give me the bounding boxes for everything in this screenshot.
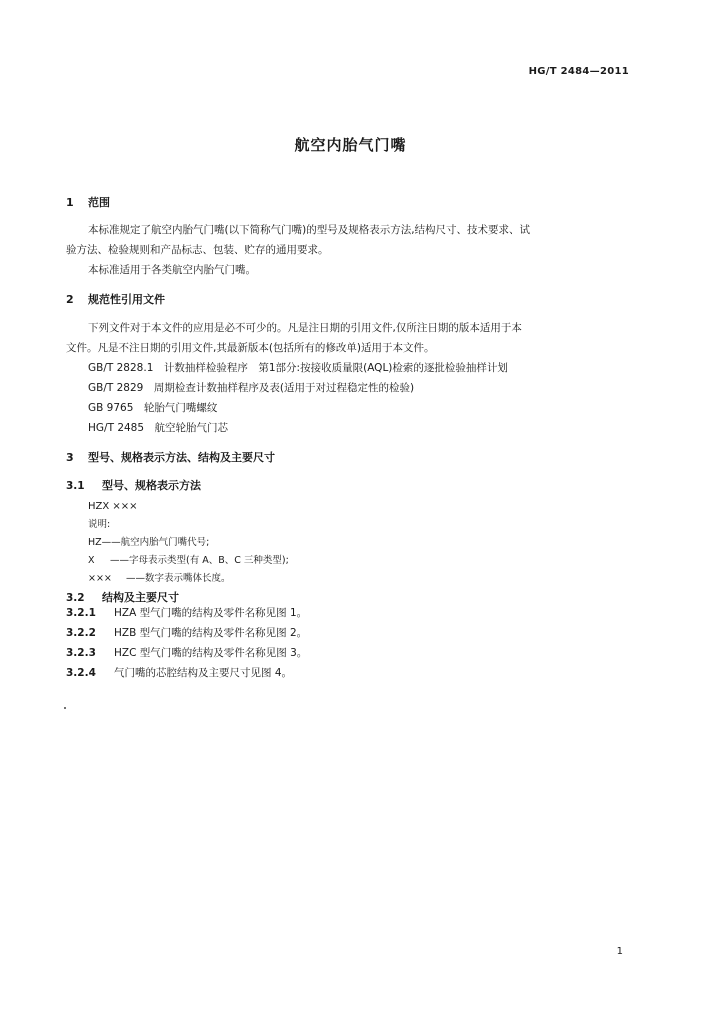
reference-code: GB/T 2828.1 (88, 362, 154, 374)
subsection-3-2-title: 结构及主要尺寸 (102, 591, 179, 604)
section-1-para1-line1: 本标准规定了航空内胎气门嘴(以下简称气门嘴)的型号及规格表示方法,结构尺寸、技术要求、试 (88, 224, 531, 236)
reference-code: GB 9765 (88, 402, 134, 414)
clause-text: HZB 型气门嘴的结构及零件名称见图 2。 (114, 627, 308, 639)
clause-item (66, 663, 292, 683)
reference-code: GB/T 2829 (88, 382, 144, 394)
subsection-3-2-number: 3.2 (66, 592, 85, 604)
reference-title: 计数抽样检验程序 第1部分:按接收质量限(AQL)检索的逐批检验抽样计划 (163, 362, 508, 374)
clause-text: 气门嘴的芯腔结构及主要尺寸见图 4。 (114, 667, 293, 679)
explain-item (88, 533, 209, 553)
clause-number: 3.2.2 (66, 627, 96, 639)
explain-key: X (88, 555, 95, 566)
reference-title: 周期检查计数抽样程序及表(适用于对过程稳定性的检验) (153, 382, 415, 394)
explain-key: ××× (88, 573, 112, 584)
clause-number: 3.2.3 (66, 647, 96, 659)
reference-code: HG/T 2485 (88, 422, 145, 434)
explain-key: HZ (88, 537, 102, 548)
reference-title: 轮胎气门嘴螺纹 (143, 402, 218, 414)
explain-item (88, 569, 231, 589)
subsection-3-1-number: 3.1 (66, 480, 85, 492)
section-2-para-line1: 下列文件对于本文件的应用是必不可少的。凡是注日期的引用文件,仅所注日期的版本适用于本 (88, 322, 522, 334)
section-1-para2: 本标准适用于各类航空内胎气门嘴。 (88, 264, 256, 276)
section-1-number: 1 (66, 196, 74, 209)
explain-desc: ——数字表示嘴体长度。 (126, 573, 231, 584)
section-1-para1-line2: 验方法、检验规则和产品标志、包装、贮存的通用要求。 (66, 244, 329, 256)
subsection-3-1-heading (66, 477, 201, 493)
reference-item (88, 398, 217, 418)
clause-text: HZC 型气门嘴的结构及零件名称见图 3。 (114, 647, 308, 659)
clause-item (66, 603, 307, 623)
standard-code: HG/T 2484—2011 (528, 66, 629, 77)
clause-number: 3.2.1 (66, 607, 96, 619)
explain-desc: ——航空内胎气门嘴代号; (101, 537, 210, 548)
section-3-number: 3 (66, 451, 74, 464)
section-3-title: 型号、规格表示方法、结构及主要尺寸 (88, 451, 275, 464)
reference-item (88, 418, 228, 438)
explain-item (88, 551, 289, 571)
clause-item (66, 623, 307, 643)
clause-item (66, 643, 307, 663)
section-2-title: 规范性引用文件 (88, 293, 165, 306)
reference-item (88, 358, 508, 378)
subsection-3-1-title: 型号、规格表示方法 (102, 479, 201, 492)
section-1-heading (66, 194, 110, 210)
section-1-title: 范围 (88, 196, 110, 209)
section-2-heading (66, 291, 165, 307)
explain-label: 说明: (88, 519, 111, 530)
clause-number: 3.2.4 (66, 667, 96, 679)
section-2-para-line2: 文件。凡是不注日期的引用文件,其最新版本(包括所有的修改单)适用于本文件。 (66, 342, 435, 354)
explain-desc: ——字母表示类型(有 A、B、C 三种类型); (110, 555, 289, 566)
scan-speck (64, 707, 66, 709)
reference-title: 航空轮胎气门芯 (154, 422, 229, 434)
page-number: 1 (616, 946, 623, 957)
clause-text: HZA 型气门嘴的结构及零件名称见图 1。 (114, 607, 308, 619)
reference-item (88, 378, 414, 398)
section-2-number: 2 (66, 293, 74, 306)
page-title: 航空内胎气门嘴 (294, 136, 407, 154)
model-format: HZX ××× (88, 501, 138, 512)
section-3-heading (66, 449, 275, 465)
